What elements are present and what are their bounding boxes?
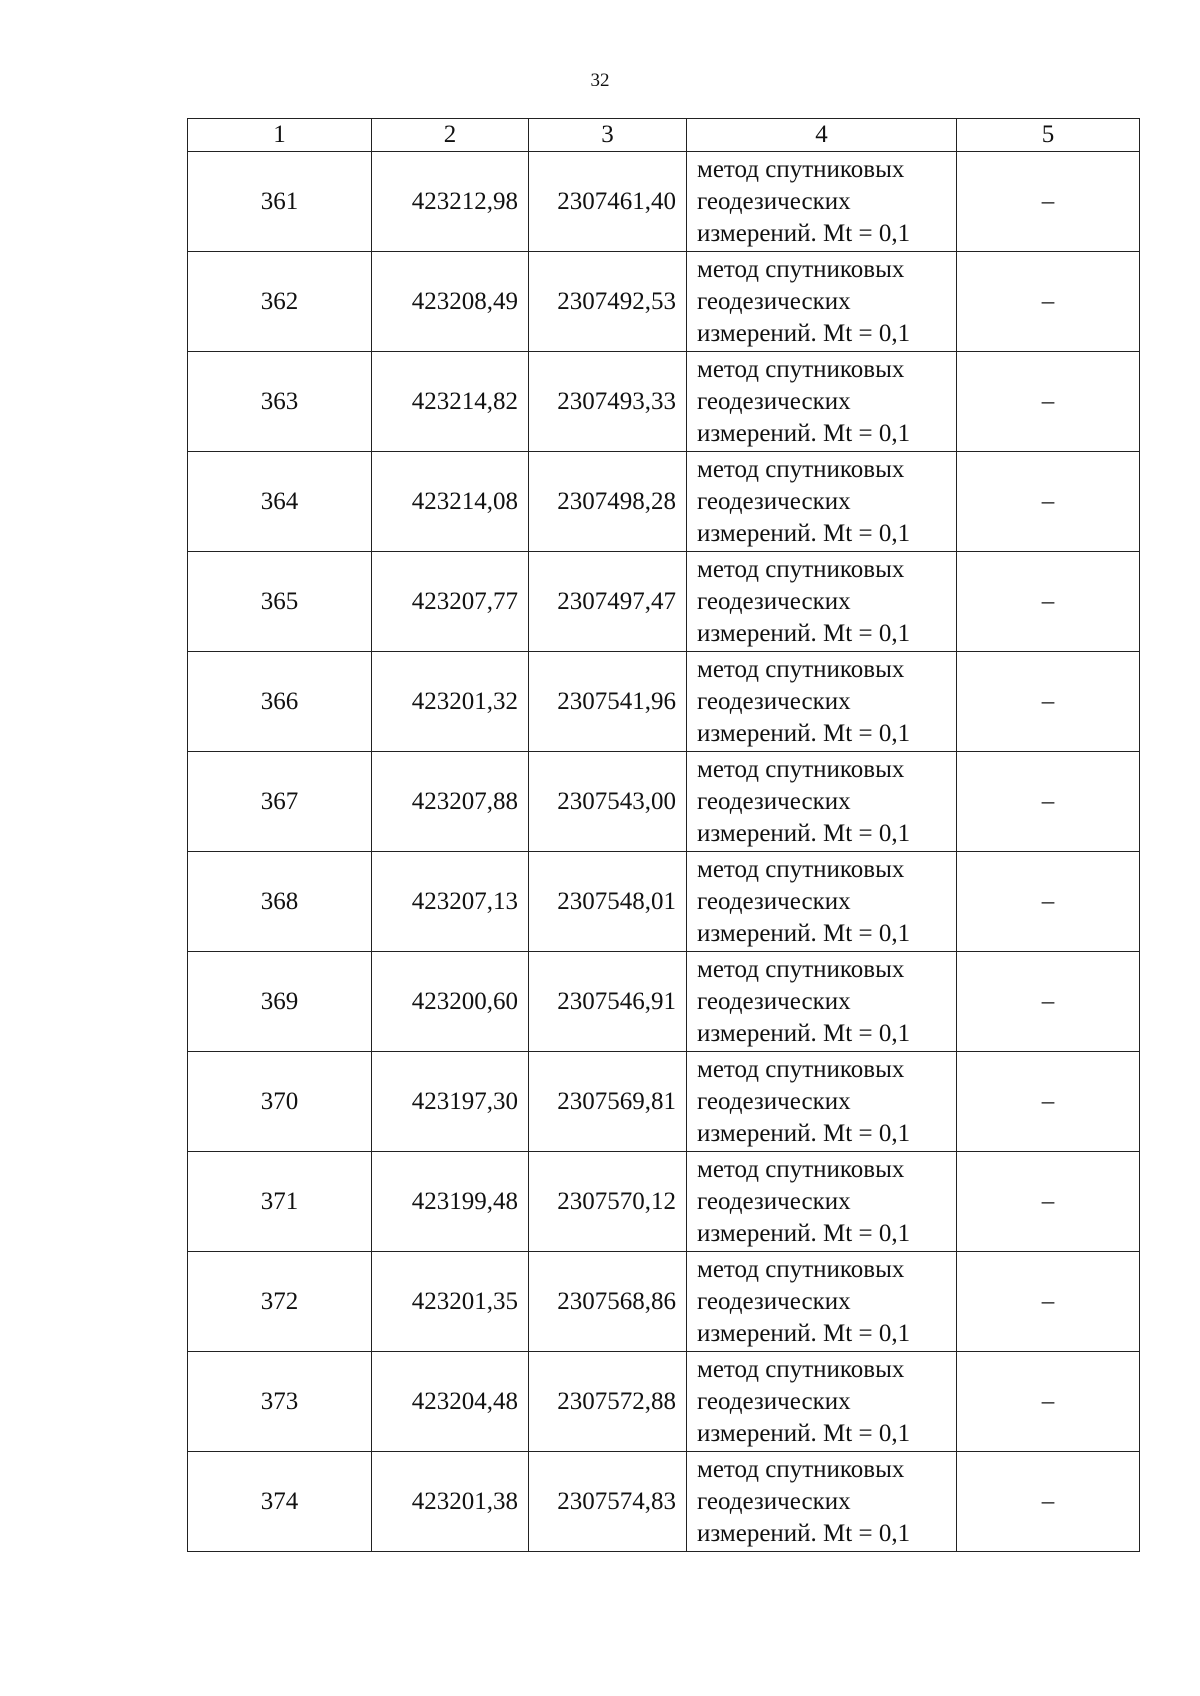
x-coordinate-cell: 423201,35 xyxy=(372,1252,529,1352)
x-coordinate-cell: 423207,13 xyxy=(372,852,529,952)
table-row xyxy=(188,252,1140,352)
method-line: геодезических xyxy=(697,987,851,1015)
method-cell xyxy=(687,952,957,1052)
point-number-cell: 371 xyxy=(188,1152,372,1252)
x-coordinate-cell: 423207,77 xyxy=(372,552,529,652)
method-line: геодезических xyxy=(697,287,851,315)
point-number-cell: 362 xyxy=(188,252,372,352)
point-number-cell: 361 xyxy=(188,152,372,252)
x-coordinate-cell: 423197,30 xyxy=(372,1052,529,1152)
method-cell xyxy=(687,852,957,952)
method-line: геодезических xyxy=(697,787,851,815)
header-row xyxy=(188,119,1140,152)
table-row xyxy=(188,852,1140,952)
method-line: геодезических xyxy=(697,887,851,915)
method-cell xyxy=(687,752,957,852)
note-cell: – xyxy=(957,152,1140,252)
table-body xyxy=(188,152,1140,1552)
method-line: метод спутниковых xyxy=(697,855,905,883)
note-cell: – xyxy=(957,1052,1140,1152)
y-coordinate-cell: 2307498,28 xyxy=(529,452,687,552)
method-line: измерений. Mt = 0,1 xyxy=(697,419,911,447)
method-cell xyxy=(687,452,957,552)
note-cell: – xyxy=(957,352,1140,452)
method-line: измерений. Mt = 0,1 xyxy=(697,819,911,847)
method-line: метод спутниковых xyxy=(697,1255,905,1283)
method-line: измерений. Mt = 0,1 xyxy=(697,919,911,947)
note-cell: – xyxy=(957,1352,1140,1452)
method-line: метод спутниковых xyxy=(697,555,905,583)
method-line: метод спутниковых xyxy=(697,1155,905,1183)
table-row xyxy=(188,452,1140,552)
header-col-3: 3 xyxy=(529,119,687,152)
method-line: измерений. Mt = 0,1 xyxy=(697,719,911,747)
method-cell xyxy=(687,1052,957,1152)
method-line: измерений. Mt = 0,1 xyxy=(697,1319,911,1347)
method-line: геодезических xyxy=(697,687,851,715)
table-header xyxy=(188,119,1140,152)
method-cell xyxy=(687,1352,957,1452)
method-cell xyxy=(687,252,957,352)
point-number-cell: 370 xyxy=(188,1052,372,1152)
x-coordinate-cell: 423199,48 xyxy=(372,1152,529,1252)
method-line: геодезических xyxy=(697,1187,851,1215)
method-line: измерений. Mt = 0,1 xyxy=(697,1419,911,1447)
point-number-cell: 365 xyxy=(188,552,372,652)
method-line: геодезических xyxy=(697,1287,851,1315)
method-line: измерений. Mt = 0,1 xyxy=(697,619,911,647)
header-col-5: 5 xyxy=(957,119,1140,152)
method-line: измерений. Mt = 0,1 xyxy=(697,1219,911,1247)
method-cell xyxy=(687,152,957,252)
method-line: метод спутниковых xyxy=(697,1455,905,1483)
y-coordinate-cell: 2307572,88 xyxy=(529,1352,687,1452)
x-coordinate-cell: 423204,48 xyxy=(372,1352,529,1452)
method-cell xyxy=(687,352,957,452)
y-coordinate-cell: 2307574,83 xyxy=(529,1452,687,1552)
note-cell: – xyxy=(957,1452,1140,1552)
note-cell: – xyxy=(957,852,1140,952)
page-number: 32 xyxy=(590,70,610,91)
method-line: метод спутниковых xyxy=(697,1055,905,1083)
note-cell: – xyxy=(957,1152,1140,1252)
method-line: метод спутниковых xyxy=(697,955,905,983)
table-row xyxy=(188,1252,1140,1352)
header-col-1: 1 xyxy=(188,119,372,152)
method-line: геодезических xyxy=(697,187,851,215)
table-row xyxy=(188,652,1140,752)
note-cell: – xyxy=(957,452,1140,552)
point-number-cell: 368 xyxy=(188,852,372,952)
note-cell: – xyxy=(957,752,1140,852)
x-coordinate-cell: 423214,82 xyxy=(372,352,529,452)
y-coordinate-cell: 2307568,86 xyxy=(529,1252,687,1352)
point-number-cell: 372 xyxy=(188,1252,372,1352)
point-number-cell: 374 xyxy=(188,1452,372,1552)
table-row xyxy=(188,352,1140,452)
table-row xyxy=(188,152,1140,252)
x-coordinate-cell: 423208,49 xyxy=(372,252,529,352)
method-line: геодезических xyxy=(697,487,851,515)
header-col-4: 4 xyxy=(687,119,957,152)
point-number-cell: 364 xyxy=(188,452,372,552)
point-number-cell: 373 xyxy=(188,1352,372,1452)
y-coordinate-cell: 2307548,01 xyxy=(529,852,687,952)
y-coordinate-cell: 2307570,12 xyxy=(529,1152,687,1252)
y-coordinate-cell: 2307546,91 xyxy=(529,952,687,1052)
method-cell xyxy=(687,1452,957,1552)
method-cell xyxy=(687,652,957,752)
method-cell xyxy=(687,1252,957,1352)
point-number-cell: 363 xyxy=(188,352,372,452)
table-row xyxy=(188,1452,1140,1552)
point-number-cell: 366 xyxy=(188,652,372,752)
x-coordinate-cell: 423201,32 xyxy=(372,652,529,752)
coordinates-table xyxy=(187,118,1140,1552)
x-coordinate-cell: 423212,98 xyxy=(372,152,529,252)
table-row xyxy=(188,952,1140,1052)
y-coordinate-cell: 2307461,40 xyxy=(529,152,687,252)
y-coordinate-cell: 2307543,00 xyxy=(529,752,687,852)
method-line: измерений. Mt = 0,1 xyxy=(697,219,911,247)
method-line: измерений. Mt = 0,1 xyxy=(697,1519,911,1547)
method-cell xyxy=(687,1152,957,1252)
x-coordinate-cell: 423214,08 xyxy=(372,452,529,552)
method-line: метод спутниковых xyxy=(697,255,905,283)
note-cell: – xyxy=(957,1252,1140,1352)
point-number-cell: 369 xyxy=(188,952,372,1052)
method-line: геодезических xyxy=(697,1087,851,1115)
method-line: измерений. Mt = 0,1 xyxy=(697,1019,911,1047)
x-coordinate-cell: 423207,88 xyxy=(372,752,529,852)
y-coordinate-cell: 2307492,53 xyxy=(529,252,687,352)
x-coordinate-cell: 423200,60 xyxy=(372,952,529,1052)
method-line: геодезических xyxy=(697,587,851,615)
method-cell xyxy=(687,552,957,652)
method-line: измерений. Mt = 0,1 xyxy=(697,1119,911,1147)
y-coordinate-cell: 2307497,47 xyxy=(529,552,687,652)
table-row xyxy=(188,1152,1140,1252)
table-row xyxy=(188,1352,1140,1452)
y-coordinate-cell: 2307541,96 xyxy=(529,652,687,752)
method-line: метод спутниковых xyxy=(697,755,905,783)
method-line: метод спутниковых xyxy=(697,455,905,483)
x-coordinate-cell: 423201,38 xyxy=(372,1452,529,1552)
method-line: геодезических xyxy=(697,387,851,415)
method-line: метод спутниковых xyxy=(697,155,905,183)
note-cell: – xyxy=(957,552,1140,652)
note-cell: – xyxy=(957,652,1140,752)
method-line: геодезических xyxy=(697,1387,851,1415)
y-coordinate-cell: 2307569,81 xyxy=(529,1052,687,1152)
table-row xyxy=(188,752,1140,852)
method-line: метод спутниковых xyxy=(697,655,905,683)
method-line: измерений. Mt = 0,1 xyxy=(697,319,911,347)
table-row xyxy=(188,552,1140,652)
table-row xyxy=(188,1052,1140,1152)
note-cell: – xyxy=(957,952,1140,1052)
y-coordinate-cell: 2307493,33 xyxy=(529,352,687,452)
method-line: метод спутниковых xyxy=(697,1355,905,1383)
method-line: измерений. Mt = 0,1 xyxy=(697,519,911,547)
header-col-2: 2 xyxy=(372,119,529,152)
method-line: метод спутниковых xyxy=(697,355,905,383)
point-number-cell: 367 xyxy=(188,752,372,852)
note-cell: – xyxy=(957,252,1140,352)
method-line: геодезических xyxy=(697,1487,851,1515)
